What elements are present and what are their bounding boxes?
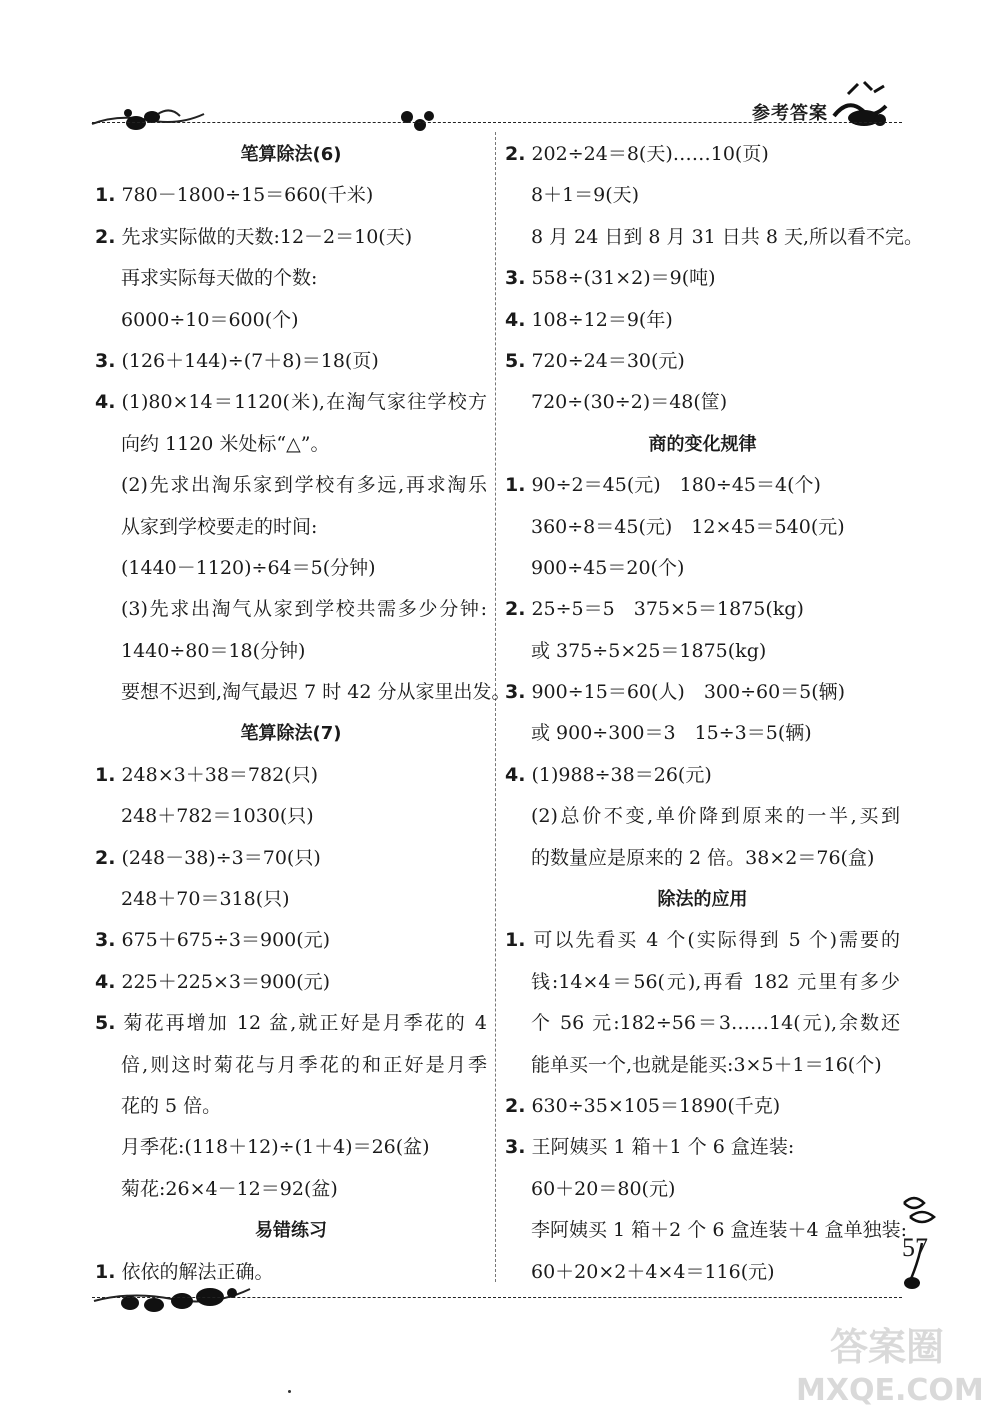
item-number: 1. xyxy=(95,184,116,207)
answer-text: 月季花:(118＋12)÷(1＋4)＝26(盆) xyxy=(121,1136,430,1159)
answer-line xyxy=(95,796,487,837)
answer-item xyxy=(505,755,900,796)
item-number: 2. xyxy=(95,225,116,248)
answer-text: 依依的解法正确。 xyxy=(121,1260,274,1283)
answer-item xyxy=(505,465,900,506)
answer-line xyxy=(505,1210,907,1251)
vine-ornament-bottom xyxy=(92,1283,252,1319)
answer-item xyxy=(505,134,900,175)
answer-line xyxy=(505,507,900,548)
answer-item xyxy=(505,920,900,961)
answer-text: 王阿姨买 1 箱＋1 个 6 盒连装: xyxy=(531,1136,795,1159)
answer-text: 25÷5＝5 375×5＝1875(kg) xyxy=(531,598,804,621)
page-number: 57 xyxy=(902,1233,928,1262)
answer-item xyxy=(505,672,900,713)
answer-item xyxy=(505,589,900,630)
answer-line xyxy=(95,507,487,548)
answer-line xyxy=(95,672,511,713)
answer-text: 558÷(31×2)＝9(吨) xyxy=(531,267,716,290)
svg-text:答案圈: 答案圈 xyxy=(830,1325,945,1369)
answer-text: (2)总价不变,单价降到原来的一半,买到 xyxy=(531,805,900,828)
answer-text: 李阿姨买 1 箱＋2 个 6 盒连装＋4 盒单独装: xyxy=(531,1219,907,1242)
answer-text: 或 375÷5×25＝1875(kg) xyxy=(531,639,767,662)
answer-line xyxy=(505,713,900,754)
right-column xyxy=(505,134,924,1293)
answer-text: 248×3＋38＝782(只) xyxy=(121,763,318,786)
answer-text: 可以先看买 4 个(实际得到 5 个)需要的 xyxy=(531,929,900,952)
answer-text: 108÷12＝9(年) xyxy=(531,308,673,331)
answer-item xyxy=(95,217,487,258)
answer-text: 倍,则这时菊花与月季花的和正好是月季 xyxy=(121,1053,487,1076)
item-number: 1. xyxy=(505,474,526,497)
answer-text: 60＋20＝80(元) xyxy=(531,1177,676,1200)
answer-line xyxy=(505,1003,900,1044)
header-label: 参考答案 xyxy=(752,103,828,124)
answer-text: 花的 5 倍。 xyxy=(121,1094,222,1117)
item-number: 2. xyxy=(95,846,116,869)
left-column xyxy=(95,134,511,1293)
item-number: 3. xyxy=(505,267,526,290)
answer-text: 1440÷80＝18(分钟) xyxy=(121,639,306,662)
answer-text: 248＋70＝318(只) xyxy=(121,888,290,911)
item-number: 2. xyxy=(505,598,526,621)
svg-text:MXQE.COM: MXQE.COM xyxy=(796,1373,984,1408)
item-number: 2. xyxy=(505,1094,526,1117)
answer-item xyxy=(505,1086,900,1127)
item-number: 4. xyxy=(95,970,116,993)
answer-text: 248＋782＝1030(只) xyxy=(121,805,314,828)
answer-line xyxy=(505,1252,900,1293)
answer-line xyxy=(95,1045,487,1086)
answer-item xyxy=(95,1003,487,1044)
vine-ornament-left xyxy=(88,104,208,134)
answer-text: 675＋675÷3＝900(元) xyxy=(121,929,331,952)
answer-text: 的数量应是原来的 2 倍。38×2＝76(盒) xyxy=(531,846,875,869)
answer-text: 60＋20×2＋4×4＝116(元) xyxy=(531,1260,775,1283)
answer-item xyxy=(505,341,900,382)
answer-line xyxy=(95,589,487,630)
print-speck xyxy=(288,1390,291,1393)
answer-text: 360÷8＝45(元) 12×45＝540(元) xyxy=(531,515,845,538)
item-number: 3. xyxy=(95,929,116,952)
answer-item xyxy=(95,382,487,423)
answer-line xyxy=(505,217,924,258)
answer-text: 菊花再增加 12 盆,就正好是月季花的 4 xyxy=(121,1012,487,1035)
header-rule xyxy=(92,122,902,123)
answer-text: (1)988÷38＝26(元) xyxy=(531,763,712,786)
section-heading: 易错练习 xyxy=(255,1220,327,1242)
answer-line xyxy=(505,1045,900,1086)
answer-text: 向约 1120 米处标“△”。 xyxy=(121,432,330,455)
answer-item xyxy=(95,838,487,879)
section-heading: 笔算除法(6) xyxy=(240,144,342,165)
item-number: 5. xyxy=(505,349,526,372)
answer-text: 900÷15＝60(人) 300÷60＝5(辆) xyxy=(531,681,846,704)
answer-line xyxy=(505,548,900,589)
answer-text: 先求实际做的天数:12－2＝10(天) xyxy=(121,225,413,248)
section-heading: 除法的应用 xyxy=(657,889,748,911)
answer-text: 从家到学校要走的时间: xyxy=(121,515,318,538)
answer-text: (3)先求出淘气从家到学校共需多少分钟: xyxy=(121,598,487,621)
answer-item xyxy=(505,258,900,299)
answer-line xyxy=(505,838,900,879)
item-number: 1. xyxy=(95,763,116,786)
answer-text: 或 900÷300＝3 15÷3＝5(辆) xyxy=(531,722,812,745)
answer-line xyxy=(95,1169,487,1210)
item-number: 1. xyxy=(505,929,526,952)
answer-text: 8＋1＝9(天) xyxy=(531,184,640,207)
answer-line xyxy=(95,300,487,341)
answer-text: 6000÷10＝600(个) xyxy=(121,308,299,331)
answer-line xyxy=(95,631,487,672)
answer-text: (248－38)÷3＝70(只) xyxy=(121,846,321,869)
answer-text: 个 56 元:182÷56＝3……14(元),余数还 xyxy=(531,1012,900,1035)
answer-text: 900÷45＝20(个) xyxy=(531,556,685,579)
answer-item xyxy=(505,1127,900,1168)
answer-item xyxy=(95,962,487,1003)
answer-line xyxy=(95,548,487,589)
item-number: 3. xyxy=(505,1136,526,1159)
answer-item xyxy=(95,341,487,382)
answer-text: 225＋225×3＝900(元) xyxy=(121,970,331,993)
answer-text: 720÷(30÷2)＝48(筐) xyxy=(531,391,728,414)
item-number: 1. xyxy=(95,1260,116,1283)
item-number: 4. xyxy=(505,308,526,331)
answer-item xyxy=(505,300,900,341)
answer-text: 钱:14×4＝56(元),再看 182 元里有多少 xyxy=(531,970,900,993)
answer-line xyxy=(505,382,900,423)
answer-text: (1440－1120)÷64＝5(分钟) xyxy=(121,556,376,579)
item-number: 2. xyxy=(505,143,526,165)
answer-text: 能单买一个,也就是能买:3×5＋1＝16(个) xyxy=(531,1053,882,1076)
item-number: 4. xyxy=(505,763,526,786)
answer-text: 720÷24＝30(元) xyxy=(531,349,685,372)
answer-line xyxy=(505,962,900,1003)
answer-line xyxy=(505,631,900,672)
answer-text: (2)先求出淘乐家到学校有多远,再求淘乐 xyxy=(121,474,487,497)
answer-line xyxy=(505,175,900,216)
answer-line xyxy=(95,879,487,920)
answer-item xyxy=(95,920,487,961)
answer-line xyxy=(95,1086,487,1127)
answer-item xyxy=(95,755,487,796)
answer-text: 202÷24＝8(天)……10(页) xyxy=(531,143,769,165)
answer-item xyxy=(95,175,487,216)
section-heading: 商的变化规律 xyxy=(648,433,757,455)
answer-text: 再求实际每天做的个数: xyxy=(121,267,318,290)
item-number: 3. xyxy=(505,681,526,704)
item-number: 4. xyxy=(95,391,116,414)
item-number: 3. xyxy=(95,349,116,372)
watermark-logo xyxy=(790,1318,990,1408)
answer-text: (1)80×14＝1120(米),在淘气家往学校方 xyxy=(121,391,487,414)
answer-line xyxy=(95,258,487,299)
answer-line xyxy=(95,424,487,465)
item-number: 5. xyxy=(95,1012,116,1035)
answer-text: 要想不迟到,淘气最迟 7 时 42 分从家里出发。 xyxy=(121,681,511,704)
berry-ornament xyxy=(398,108,438,134)
footer-rule xyxy=(92,1297,902,1298)
answer-line xyxy=(95,1127,487,1168)
answer-text: 90÷2＝45(元) 180÷45＝4(个) xyxy=(531,474,821,497)
section-heading: 笔算除法(7) xyxy=(240,723,342,745)
answer-text: 780－1800÷15＝660(千米) xyxy=(121,184,374,207)
answer-text: 8 月 24 日到 8 月 31 日共 8 天,所以看不完。 xyxy=(531,225,924,248)
answer-text: 菊花:26×4－12＝92(盆) xyxy=(121,1177,338,1200)
answer-text: (126＋144)÷(7＋8)＝18(页) xyxy=(121,349,379,372)
answer-line xyxy=(505,1169,900,1210)
answer-line xyxy=(95,465,487,506)
answer-line xyxy=(505,796,900,837)
answer-text: 630÷35×105＝1890(千克) xyxy=(531,1094,781,1117)
